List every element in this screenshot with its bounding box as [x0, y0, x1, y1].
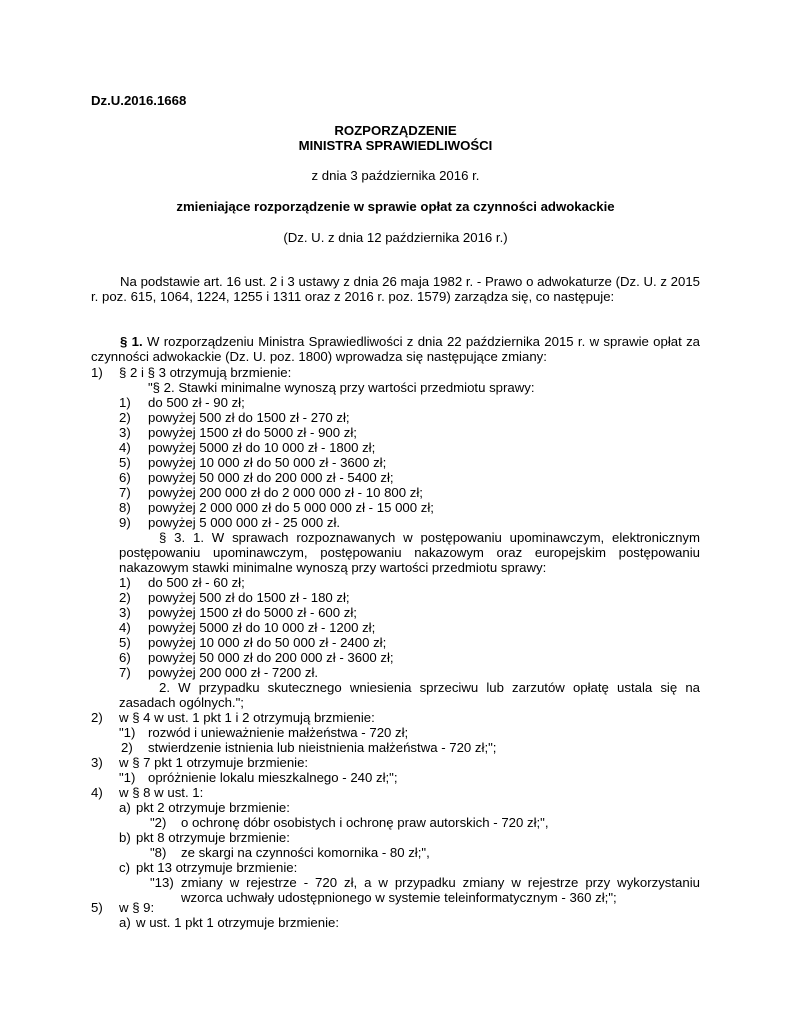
point-4c-item-text-content: zmiany w rejestrze - 720 zł, a w przypadku zmiany w rejestrze przy wykorzystaniu wzorca uchwały udostępnionego w systemie teleinformatycznym - 360 zł;"; [181, 875, 700, 906]
point-5a-text: w ust. 1 pkt 1 otrzymuje brzmienie: [136, 915, 340, 930]
s3-item-text: powyżej 200 000 zł - 7200 zł. [148, 665, 319, 680]
point-3-text: w § 7 pkt 1 otrzymuje brzmienie: [119, 755, 309, 770]
s3-item-text: powyżej 50 000 zł do 200 000 zł - 3600 zł; [148, 650, 394, 665]
point-1-text: § 2 i § 3 otrzymują brzmienie: [119, 365, 292, 380]
point-4-text: w § 8 w ust. 1: [119, 785, 204, 800]
point-2-item-text: rozwód i unieważnienie małżeństwa - 720 zł; [148, 725, 409, 740]
point-4b-item-number: "8) [150, 845, 167, 860]
s3-item-text: do 500 zł - 60 zł; [148, 575, 245, 590]
subject-line: zmieniające rozporządzenie w sprawie opłat za czynności adwokackie [176, 199, 615, 214]
point-1-quote-intro: "§ 2. Stawki minimalne wynoszą przy wartości przedmiotu sprawy: [148, 380, 535, 395]
publication-line: (Dz. U. z dnia 12 października 2016 r.) [283, 230, 508, 245]
point-1-number: 1) [91, 365, 103, 380]
title-line-2: MINISTRA SPRAWIEDLIWOŚCI [298, 138, 493, 153]
s3-item-number: 6) [119, 650, 131, 665]
s2-item-number: 7) [119, 485, 131, 500]
title-line-1: ROZPORZĄDZENIE [334, 123, 457, 138]
point-2-number: 2) [91, 710, 103, 725]
s2-item-number: 3) [119, 425, 131, 440]
s2-item-text: powyżej 200 000 zł do 2 000 000 zł - 10 800 zł; [148, 485, 423, 500]
s3-item-text: powyżej 500 zł do 1500 zł - 180 zł; [148, 590, 350, 605]
section-1-text: W rozporządzeniu Ministra Sprawiedliwości z dnia 22 października 2015 r. w sprawie opłat za czynności adwokackie (Dz. U. poz. 1800) wprowadza się następujące zmiany: [91, 334, 700, 365]
point-5a-label: a) [119, 915, 131, 930]
s2-item-text: do 500 zł - 90 zł; [148, 395, 245, 410]
s3-item-text: powyżej 5000 zł do 10 000 zł - 1200 zł; [148, 620, 376, 635]
preamble: Na podstawie art. 16 ust. 2 i 3 ustawy z dnia 26 maja 1982 r. - Prawo o adwokaturze (Dz. U. z 2015 r. poz. 615, 1064, 1224, 1255 i 1311 oraz z 2016 r. poz. 1579) zarządza się, co następuje: [91, 274, 700, 305]
date-line: z dnia 3 października 2016 r. [311, 168, 480, 183]
point-3-item-number: "1) [119, 770, 136, 785]
point-4c-item-number: "13) [150, 875, 174, 890]
s2-item-number: 9) [119, 515, 131, 530]
point-2-text: w § 4 w ust. 1 pkt 1 i 2 otrzymują brzmienie: [119, 710, 375, 725]
s3-item-number: 1) [119, 575, 131, 590]
point-3-item-text: opróżnienie lokalu mieszkalnego - 240 zł;"; [148, 770, 398, 785]
point-2-item-text: stwierdzenie istnienia lub nieistnienia małżeństwa - 720 zł;"; [148, 740, 497, 755]
point-4a-label: a) [119, 800, 131, 815]
point-4b-item-text: ze skargi na czynności komornika - 80 zł;", [181, 845, 430, 860]
s3-item-number: 7) [119, 665, 131, 680]
point-4b-label: b) [119, 830, 131, 845]
s2-item-text: powyżej 1500 zł do 5000 zł - 900 zł; [148, 425, 357, 440]
point-4b-text: pkt 8 otrzymuje brzmienie: [136, 830, 290, 845]
point-5-text: w § 9: [119, 900, 155, 915]
s2-item-text: powyżej 50 000 zł do 200 000 zł - 5400 zł; [148, 470, 394, 485]
s3-item-number: 2) [119, 590, 131, 605]
point-4a-item-number: "2) [150, 815, 167, 830]
s2-item-number: 1) [119, 395, 131, 410]
s2-item-number: 2) [119, 410, 131, 425]
s3-item-number: 5) [119, 635, 131, 650]
s3-item-text: powyżej 10 000 zł do 50 000 zł - 2400 zł; [148, 635, 387, 650]
point-2-item-number: 2) [121, 740, 133, 755]
point-4-number: 4) [91, 785, 103, 800]
s3-paragraph-1: § 3. 1. W sprawach rozpoznawanych w postępowaniu upominawczym, elektronicznym postępowaniu upominawczym, postępowaniu nakazowym oraz europejskim postępowaniu nakazowym stawki minimalne wynoszą przy wartości przedmiotu sprawy: [119, 530, 700, 576]
s2-item-text: powyżej 5 000 000 zł - 25 000 zł. [148, 515, 341, 530]
s3-item-number: 3) [119, 605, 131, 620]
s3-item-number: 4) [119, 620, 131, 635]
s2-item-text: powyżej 10 000 zł do 50 000 zł - 3600 zł; [148, 455, 387, 470]
point-3-number: 3) [91, 755, 103, 770]
point-4c-label: c) [119, 860, 130, 875]
document-id: Dz.U.2016.1668 [91, 93, 187, 108]
s2-item-number: 6) [119, 470, 131, 485]
point-2-item-number: "1) [119, 725, 136, 740]
s3-paragraph-2: 2. W przypadku skutecznego wniesienia sprzeciwu lub zarzutów opłatę ustala się na zasadach ogólnych."; [119, 680, 700, 711]
section-1-label: § 1. [120, 334, 143, 349]
s2-item-text: powyżej 2 000 000 zł do 5 000 000 zł - 15 000 zł; [148, 500, 434, 515]
section-1-paragraph [91, 334, 700, 364]
s2-item-number: 5) [119, 455, 131, 470]
s2-item-text: powyżej 5000 zł do 10 000 zł - 1800 zł; [148, 440, 376, 455]
point-5-number: 5) [91, 900, 103, 915]
s3-item-text: powyżej 1500 zł do 5000 zł - 600 zł; [148, 605, 357, 620]
point-4c-item-text [181, 875, 700, 905]
s2-item-number: 8) [119, 500, 131, 515]
s2-item-number: 4) [119, 440, 131, 455]
point-4a-text: pkt 2 otrzymuje brzmienie: [136, 800, 290, 815]
s2-item-text: powyżej 500 zł do 1500 zł - 270 zł; [148, 410, 350, 425]
point-4a-item-text: o ochronę dóbr osobistych i ochronę praw autorskich - 720 zł;", [181, 815, 549, 830]
point-4c-text: pkt 13 otrzymuje brzmienie: [136, 860, 298, 875]
